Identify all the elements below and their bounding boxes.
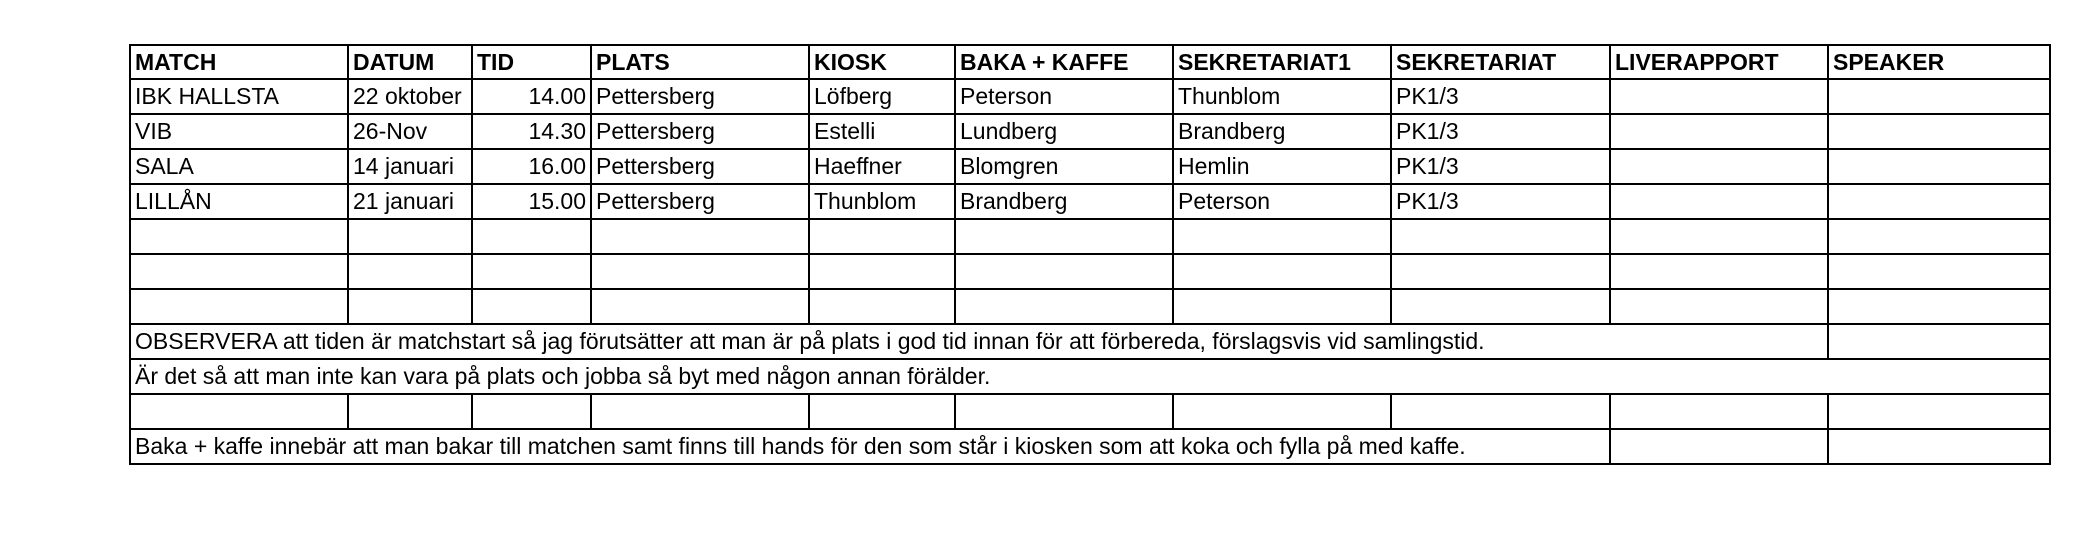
empty-row [130, 219, 2050, 254]
empty-cell[interactable] [591, 254, 809, 289]
empty-cell[interactable] [1391, 289, 1610, 324]
header-cell-sekretariat[interactable]: SEKRETARIAT [1391, 45, 1610, 79]
byt-note[interactable]: Är det så att man inte kan vara på plats och jobba så byt med någon annan förälder. [130, 359, 2050, 394]
table-cell-speaker[interactable] [1828, 184, 2050, 219]
empty-cell[interactable] [130, 394, 348, 429]
empty-cell[interactable] [1391, 254, 1610, 289]
table-cell-kiosk[interactable]: Thunblom [809, 184, 955, 219]
table-cell-kiosk[interactable]: Löfberg [809, 79, 955, 114]
table-cell-plats[interactable]: Pettersberg [591, 184, 809, 219]
table-cell-tid[interactable]: 14.30 [472, 114, 591, 149]
table-cell-baka-kaffe[interactable]: Blomgren [955, 149, 1173, 184]
table-cell-tid[interactable]: 14.00 [472, 79, 591, 114]
observera-note[interactable]: OBSERVERA att tiden är matchstart så jag förutsätter att man är på plats i god tid innan för att förbereda, förslagsvis vid samlingstid. [130, 324, 1828, 359]
table-cell-speaker[interactable] [1828, 149, 2050, 184]
empty-cell[interactable] [1391, 394, 1610, 429]
table-cell-liverapport[interactable] [1610, 184, 1828, 219]
empty-cell[interactable] [1610, 429, 1828, 464]
table-cell-datum[interactable]: 14 januari [348, 149, 472, 184]
empty-cell[interactable] [472, 219, 591, 254]
empty-cell[interactable] [1828, 219, 2050, 254]
table-cell-kiosk[interactable]: Haeffner [809, 149, 955, 184]
empty-cell[interactable] [1173, 254, 1391, 289]
empty-cell[interactable] [809, 254, 955, 289]
header-cell-speaker[interactable]: SPEAKER [1828, 45, 2050, 79]
table-cell-tid[interactable]: 16.00 [472, 149, 591, 184]
table-cell-liverapport[interactable] [1610, 149, 1828, 184]
empty-cell[interactable] [1173, 394, 1391, 429]
empty-row [130, 394, 2050, 429]
header-cell-match[interactable]: MATCH [130, 45, 348, 79]
table-cell-match[interactable]: LILLÅN [130, 184, 348, 219]
table-cell-plats[interactable]: Pettersberg [591, 114, 809, 149]
header-row [130, 45, 2050, 79]
empty-cell[interactable] [809, 219, 955, 254]
table-row [130, 184, 2050, 219]
empty-cell[interactable] [809, 394, 955, 429]
empty-cell[interactable] [591, 289, 809, 324]
byt-row [130, 359, 2050, 394]
table-cell-match[interactable]: SALA [130, 149, 348, 184]
empty-cell[interactable] [348, 394, 472, 429]
empty-cell[interactable] [591, 394, 809, 429]
empty-cell[interactable] [1173, 289, 1391, 324]
table-cell-datum[interactable]: 26-Nov [348, 114, 472, 149]
empty-cell[interactable] [472, 394, 591, 429]
empty-cell[interactable] [1173, 219, 1391, 254]
table-cell-sekretariat[interactable]: PK1/3 [1391, 184, 1610, 219]
empty-cell[interactable] [955, 219, 1173, 254]
header-cell-sekretariat1[interactable]: SEKRETARIAT1 [1173, 45, 1391, 79]
table-cell-match[interactable]: VIB [130, 114, 348, 149]
observera-row [130, 324, 2050, 359]
table-cell-plats[interactable]: Pettersberg [591, 79, 809, 114]
empty-cell[interactable] [1828, 289, 2050, 324]
empty-cell[interactable] [1828, 324, 2050, 359]
table-row [130, 79, 2050, 114]
empty-cell[interactable] [591, 219, 809, 254]
empty-row [130, 289, 2050, 324]
empty-cell[interactable] [809, 289, 955, 324]
empty-cell[interactable] [955, 289, 1173, 324]
baka-kaffe-note[interactable]: Baka + kaffe innebär att man bakar till matchen samt finns till hands för den som står i kiosken som att koka och fylla på med kaffe. [130, 429, 1610, 464]
empty-cell[interactable] [472, 289, 591, 324]
table-cell-match[interactable]: IBK HALLSTA [130, 79, 348, 114]
table-cell-sekretariat1[interactable]: Peterson [1173, 184, 1391, 219]
empty-cell[interactable] [1610, 394, 1828, 429]
empty-cell[interactable] [955, 254, 1173, 289]
table-cell-datum[interactable]: 21 januari [348, 184, 472, 219]
table-cell-tid[interactable]: 15.00 [472, 184, 591, 219]
table-cell-sekretariat1[interactable]: Hemlin [1173, 149, 1391, 184]
empty-cell[interactable] [1391, 219, 1610, 254]
table-row [130, 114, 2050, 149]
table-cell-sekretariat[interactable]: PK1/3 [1391, 149, 1610, 184]
header-cell-plats[interactable]: PLATS [591, 45, 809, 79]
empty-cell[interactable] [130, 289, 348, 324]
empty-cell[interactable] [348, 289, 472, 324]
empty-cell[interactable] [348, 219, 472, 254]
table-cell-plats[interactable]: Pettersberg [591, 149, 809, 184]
table-cell-baka-kaffe[interactable]: Brandberg [955, 184, 1173, 219]
baka-row [130, 429, 2050, 464]
empty-cell[interactable] [472, 254, 591, 289]
table-cell-sekretariat[interactable]: PK1/3 [1391, 79, 1610, 114]
empty-cell[interactable] [1828, 394, 2050, 429]
header-cell-liverapport[interactable]: LIVERAPPORT [1610, 45, 1828, 79]
table-cell-kiosk[interactable]: Estelli [809, 114, 955, 149]
empty-cell[interactable] [955, 394, 1173, 429]
table-cell-liverapport[interactable] [1610, 114, 1828, 149]
empty-cell[interactable] [130, 254, 348, 289]
table-cell-liverapport[interactable] [1610, 79, 1828, 114]
empty-cell[interactable] [1610, 254, 1828, 289]
empty-cell[interactable] [1828, 429, 2050, 464]
schedule-table [129, 44, 2051, 465]
table-cell-sekretariat[interactable]: PK1/3 [1391, 114, 1610, 149]
table-cell-baka-kaffe[interactable]: Peterson [955, 79, 1173, 114]
empty-cell[interactable] [348, 254, 472, 289]
table-cell-baka-kaffe[interactable]: Lundberg [955, 114, 1173, 149]
table-row [130, 149, 2050, 184]
header-cell-tid[interactable]: TID [472, 45, 591, 79]
empty-cell[interactable] [130, 219, 348, 254]
empty-row [130, 254, 2050, 289]
table-cell-speaker[interactable] [1828, 114, 2050, 149]
header-cell-datum[interactable]: DATUM [348, 45, 472, 79]
header-cell-baka-kaffe[interactable]: BAKA + KAFFE [955, 45, 1173, 79]
table-cell-speaker[interactable] [1828, 79, 2050, 114]
empty-cell[interactable] [1610, 219, 1828, 254]
empty-cell[interactable] [1610, 289, 1828, 324]
table-cell-datum[interactable]: 22 oktober [348, 79, 472, 114]
table-cell-sekretariat1[interactable]: Brandberg [1173, 114, 1391, 149]
header-cell-kiosk[interactable]: KIOSK [809, 45, 955, 79]
table-cell-sekretariat1[interactable]: Thunblom [1173, 79, 1391, 114]
empty-cell[interactable] [1828, 254, 2050, 289]
